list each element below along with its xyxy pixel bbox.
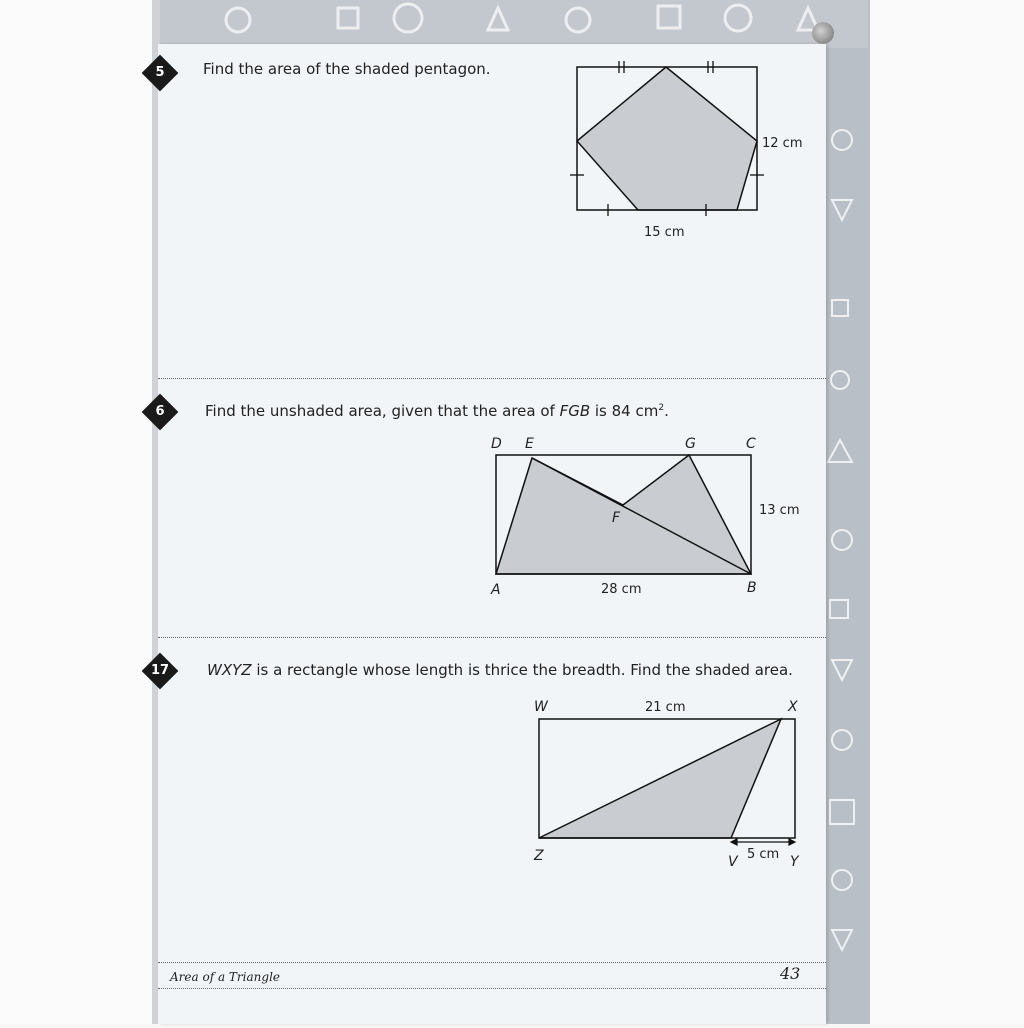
text-segment: Find the unshaded area, given that the area of [205,402,560,420]
bottom-length-label: 15 cm [644,225,685,240]
question-16-text [205,402,669,420]
right-background [868,0,1024,1024]
text-segment: . [664,402,669,420]
side-length-label: 13 cm [759,503,800,518]
triangle-diagram-fgb [480,430,820,605]
side-length-label: 12 cm [762,136,803,151]
text-segment-italic: FGB [559,402,591,420]
label-F: F [612,510,621,526]
footer-chapter-title: Area of a Triangle [170,970,281,984]
question-15-text: Find the area of the shaded pentagon. [203,60,491,78]
label-C: C [746,436,756,452]
text-superscript: 2 [658,403,665,413]
shaded-triangle [539,719,781,838]
text-segment: is a rectangle whose length is thrice the breadth. Find the shaded area. [251,661,793,679]
label-Y: Y [790,854,799,870]
pentagon-diagram [560,55,820,245]
bottom-length-label: 28 cm [601,582,642,597]
shaded-pentagon [577,67,757,210]
pin-icon [812,22,834,44]
label-D: D [491,436,502,452]
dimension-arrow [731,839,795,845]
top-pattern-strip [158,0,868,48]
label-V: V [728,854,738,870]
label-A: A [491,582,501,598]
left-margin [0,0,158,1024]
text-segment-italic: WXYZ [207,661,252,679]
footer-divider-top [158,962,826,963]
label-B: B [747,580,757,596]
label-G: G [685,436,696,452]
shaded-region [496,455,751,574]
triangle-diagram-wxyz [525,692,815,877]
label-X: X [788,699,798,715]
question-number-badge: 17 [142,653,179,690]
question-number-badge: 5 [142,55,179,92]
label-E: E [525,436,534,452]
section-divider [158,378,826,379]
text-segment: is 84 cm [590,402,659,420]
footer-divider-bottom [158,988,826,989]
top-pattern [158,0,868,48]
page-number: 43 [780,964,801,983]
label-Z: Z [534,848,544,864]
section-divider [158,637,826,638]
top-length-label: 21 cm [645,700,686,715]
vy-length-label: 5 cm [747,847,780,862]
question-number-badge: 6 [142,394,179,431]
label-W: W [534,699,548,715]
question-17-text [207,661,793,679]
